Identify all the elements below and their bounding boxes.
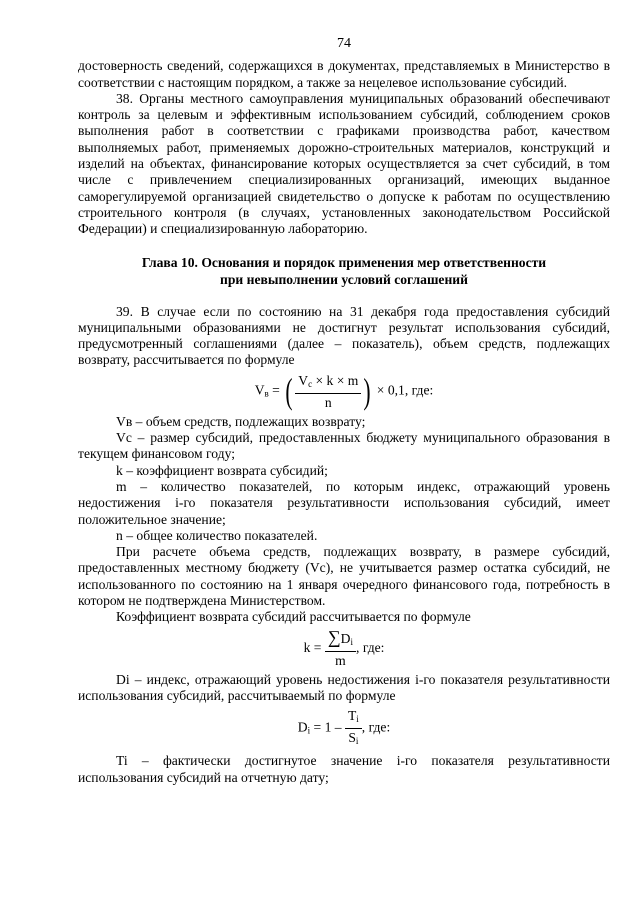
formula-coef-num: D	[340, 630, 351, 646]
formula-volume-lhs-sub: в	[264, 388, 269, 399]
def-k: k – коэффициент возврата субсидий;	[116, 462, 328, 478]
formula-volume-fraction	[295, 372, 361, 411]
formula-index-num: T	[347, 708, 357, 724]
formula-coefficient	[78, 626, 610, 669]
def-vb: Vв – объем средств, подлежащих возврату;	[116, 413, 366, 429]
formula-index-den: S	[348, 730, 356, 746]
formula-volume	[78, 372, 610, 411]
paragraph-38: 38. Органы местного самоуправления муниципальных образований обеспечивают контроль за целевым и эффективным использованием субсидий, соблюдением сроков выполнения работ в соответствии с графиками производства работ, качеством выполняемых работ, применяемых дорожно-строительных материалов, конструкций и изделий на объектах, финансирование которых осуществляется за счет субсидий, в том числе с привлечением специализированных организаций, имеющих выданное саморегулируемой организацией свидетельство о допуске к работам по осуществлению строительного контроля (в случаях, установленных законодательством Российской Федерации) и специализированную лабораторию.	[78, 90, 610, 237]
formula-volume-den: n	[324, 394, 332, 410]
left-paren: (	[285, 371, 293, 412]
formula-index	[78, 707, 610, 750]
formula-coef-suffix: , где:	[356, 639, 385, 655]
formula-volume-eq: =	[268, 382, 284, 398]
formula-volume-lhs: V	[254, 382, 265, 398]
sum-symbol: ∑	[327, 626, 341, 647]
formula-coef-lhs: k =	[303, 639, 325, 655]
chapter-heading-line-1: Глава 10. Основания и порядок применения мер ответственности	[141, 254, 547, 270]
formula-coef-den: m	[335, 652, 346, 668]
formula-volume-num-a: V	[298, 372, 309, 388]
document-page	[78, 36, 610, 786]
paragraph-di: Di – индекс, отражающий уровень недостижения i-го показателя результативности использования субсидий, рассчитываемый по формуле	[78, 671, 610, 703]
right-paren: )	[363, 371, 371, 412]
paragraph-calc: При расчете объема средств, подлежащих возврату, в размере субсидий, предоставленных местному бюджету (Vс), не учитывается размер остатка субсидий, не использованного по состоянию на 1 января очередного финансового года, потребность в котором не подтверждена Министерством.	[78, 544, 610, 609]
def-n: n – общее количество показателей.	[116, 527, 318, 543]
chapter-heading-line-2: при невыполнении условий соглашений	[220, 271, 468, 287]
formula-index-fraction	[345, 707, 362, 750]
formula-volume-num-rest: × k × m	[312, 372, 359, 388]
formula-index-num-sub: i	[356, 714, 359, 725]
def-m: m – количество показателей, по которым индекс, отражающий уровень недостижения i-го показателя результативности использования субсидий, имеет положительное значение;	[78, 478, 610, 527]
paragraph-39: 39. В случае если по состоянию на 31 декабря года предоставления субсидий муниципальными образованиями не достигнут результат использования субсидий, предусмотренный соглашениями (далее – показатель), объем средств, подлежащих возврату, рассчитывается по формуле	[78, 303, 610, 368]
formula-index-den-sub: i	[355, 736, 359, 747]
paragraph-continuation: достоверность сведений, содержащихся в документах, представляемых в Министерство в соответствии с настоящим порядком, а также за нецелевое использование субсидий.	[78, 58, 610, 90]
formula-volume-tail: × 0,1	[373, 382, 405, 398]
paragraph-ti: Ti – фактически достигнутое значение i-го показателя результативности использования субсидий на отчетную дату;	[78, 753, 610, 785]
formula-coef-fraction	[325, 626, 356, 669]
formula-index-mid: = 1 –	[310, 719, 345, 735]
formula-index-lhs-sub: i	[307, 725, 311, 736]
formula-volume-num-a-sub: c	[308, 378, 313, 389]
paragraph-coef: Коэффициент возврата субсидий рассчитывается по формуле	[116, 609, 471, 625]
formula-index-suffix: , где:	[361, 719, 391, 735]
formula-index-lhs: D	[297, 719, 308, 735]
page-number: 74	[337, 36, 351, 51]
chapter-heading	[78, 254, 610, 288]
formula-coef-num-sub: i	[350, 636, 354, 647]
def-vc: Vс – размер субсидий, предоставленных бюджету муниципального образования в текущем финансовом году;	[78, 430, 610, 462]
formula-volume-suffix: , где:	[404, 382, 434, 398]
